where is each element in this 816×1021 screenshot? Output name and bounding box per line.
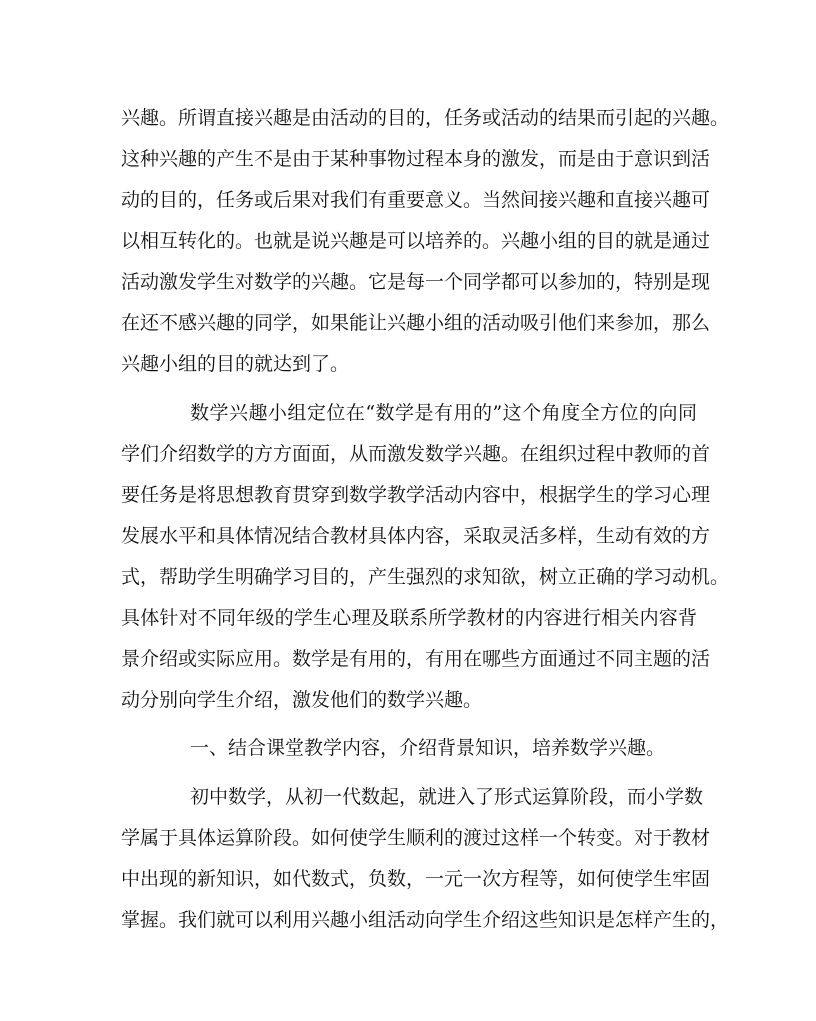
text-line: 中出现的新知识，如代数式，负数，一元一次方程等，如何使学生牢固 [121, 868, 711, 890]
text-line: 式，帮助学生明确学习目的，产生强烈的求知欲，树立正确的学习动机。 [121, 566, 730, 588]
text-line: 发展水平和具体情况结合教材具体内容，采取灵活多样，生动有效的方 [121, 525, 711, 547]
text-line: 学属于具体运算阶段。如何使学生顺利的渡过这样一个转变。对于教材 [121, 827, 711, 849]
text-line: 活动激发学生对数学的兴趣。它是每一个同学都可以参加的，特别是现 [121, 271, 711, 293]
text-line: 数学兴趣小组定位在“数学是有用的”这个角度全方位的向同 [190, 402, 697, 424]
section-heading: 一、结合课堂教学内容，介绍背景知识，培养数学兴趣。 [190, 737, 666, 759]
text-line: 在还不感兴趣的同学，如果能让兴趣小组的活动吸引他们来参加，那么 [121, 312, 711, 334]
text-line: 这种兴趣的产生不是由于某种事物过程本身的激发，而是由于意识到活 [121, 148, 711, 170]
text-line: 具体针对不同年级的学生心理及联系所学教材的内容进行相关内容背 [121, 607, 697, 629]
text-line: 掌握。我们就可以利用兴趣小组活动向学生介绍这些知识是怎样产生的， [121, 909, 730, 931]
text-line: 兴趣小组的目的就达到了。 [121, 353, 350, 375]
text-line: 以相互转化的。也就是说兴趣是可以培养的。兴趣小组的目的就是通过 [121, 230, 711, 252]
text-line: 景介绍或实际应用。数学是有用的，有用在哪些方面通过不同主题的活 [121, 648, 711, 670]
text-line: 动分别向学生介绍，激发他们的数学兴趣。 [121, 689, 483, 711]
text-line: 兴趣。所谓直接兴趣是由活动的目的，任务或活动的结果而引起的兴趣。 [121, 107, 730, 129]
text-line: 初中数学，从初一代数起，就进入了形式运算阶段，而小学数 [190, 786, 704, 808]
text-line: 动的目的，任务或后果对我们有重要意义。当然间接兴趣和直接兴趣可 [121, 189, 711, 211]
text-line: 学们介绍数学的方方面面，从而激发数学兴趣。在组织过程中教师的首 [121, 443, 711, 465]
text-line: 要任务是将思想教育贯穿到数学教学活动内容中，根据学生的学习心理 [121, 484, 711, 506]
